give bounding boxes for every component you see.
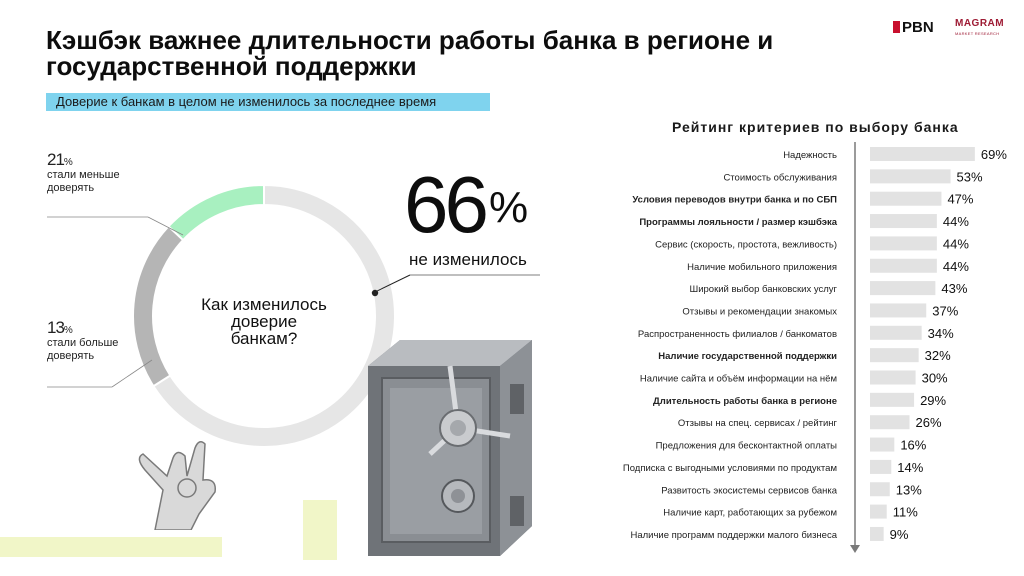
subtitle-banner: Доверие к банкам в целом не изменилось за последнее время xyxy=(46,93,490,111)
bar-label: Наличие мобильного приложения xyxy=(687,261,837,273)
ranking-bar-chart xyxy=(560,140,1024,560)
magram-logo: MAGRAM xyxy=(955,18,1005,29)
bar-label: Подписка с выгодными условиями по продуктам xyxy=(622,462,837,474)
bar xyxy=(870,415,910,429)
bar xyxy=(870,460,891,474)
bar xyxy=(870,326,922,340)
bar-label: Наличие программ поддержки малого бизнеса xyxy=(630,529,837,541)
bar-label: Широкий выбор банковских услуг xyxy=(689,284,837,296)
bar xyxy=(870,214,937,228)
bar xyxy=(870,527,884,541)
pbn-mark-icon xyxy=(893,21,900,33)
bar xyxy=(870,393,914,407)
bar-value-label: 34% xyxy=(927,325,954,341)
bar-label: Отзывы на спец. сервисах / рейтинг xyxy=(677,418,837,430)
bar-value-label: 32% xyxy=(924,348,951,364)
bar-value-label: 53% xyxy=(956,169,983,185)
bar-label: Наличие государственной поддержки xyxy=(658,351,837,363)
unchanged-number: 66 xyxy=(404,160,485,249)
bar-label: Надежность xyxy=(783,150,837,161)
donut-center-question: Как изменилось доверие банкам? xyxy=(201,295,327,348)
bar-label: Предложения для бесконтактной оплаты xyxy=(655,440,837,452)
safe-icon xyxy=(360,336,552,562)
bar xyxy=(870,438,894,452)
more-trust-annotation xyxy=(47,318,137,363)
magram-logo-sub: MARKET RESEARCH xyxy=(955,31,1000,36)
pbn-logo-text: PBN xyxy=(902,19,934,36)
bar-label: Распространенность филиалов / банкоматов xyxy=(637,328,837,340)
bar-value-label: 14% xyxy=(897,459,924,475)
unchanged-label: не изменилось xyxy=(409,250,527,269)
ranking-axis-arrow-icon xyxy=(850,545,860,553)
bar xyxy=(870,259,937,273)
bar-value-label: 43% xyxy=(941,281,968,297)
bar-label: Наличие карт, работающих за рубежом xyxy=(663,507,837,519)
pbn-logo xyxy=(893,19,934,36)
bar xyxy=(870,505,887,519)
bar-label: Длительность работы банка в регионе xyxy=(653,395,837,407)
bar-value-label: 30% xyxy=(921,370,948,386)
less-trust-label: стали меньше доверять xyxy=(47,169,120,194)
more-trust-label: стали больше доверять xyxy=(47,337,119,362)
ranking-bars xyxy=(623,147,1007,542)
bar xyxy=(870,192,941,206)
unchanged-percent-sign: % xyxy=(488,183,529,232)
bar-label: Наличие сайта и объём информации на нём xyxy=(639,373,837,385)
donut-slice-more-trust xyxy=(169,185,264,240)
bar-value-label: 37% xyxy=(932,303,959,319)
bar-value-label: 47% xyxy=(947,191,974,207)
bar-value-label: 44% xyxy=(942,258,969,274)
less-trust-value: 21 xyxy=(47,150,64,169)
less-trust-annotation xyxy=(47,150,137,195)
bar xyxy=(870,348,919,362)
bar xyxy=(870,281,935,295)
more-trust-percent: % xyxy=(63,325,73,336)
bar xyxy=(870,169,951,183)
bar-value-label: 44% xyxy=(942,214,969,230)
bar-value-label: 9% xyxy=(889,526,909,542)
bar-value-label: 26% xyxy=(915,415,942,431)
ranking-chart-title: Рейтинг критериев по выбору банка xyxy=(672,119,959,135)
bar-label: Развитость экосистемы сервисов банка xyxy=(661,485,837,497)
bar-label: Отзывы и рекомендации знакомых xyxy=(682,306,837,318)
bar xyxy=(870,147,975,161)
ok-hand-icon xyxy=(125,418,225,530)
bar-label: Сервис (скорость, простота, вежливость) xyxy=(655,239,837,251)
logos xyxy=(893,18,1013,38)
bar-value-label: 29% xyxy=(920,392,947,408)
page-title: Кэшбэк важнее длительности работы банка в регионе и государственной поддержки xyxy=(46,25,774,81)
bar xyxy=(870,482,890,496)
leader-dot-unchanged xyxy=(372,290,378,296)
more-trust-value: 13 xyxy=(47,318,64,337)
bar-label: Программы лояльности / размер кэшбэка xyxy=(639,217,837,229)
bar-value-label: 44% xyxy=(942,236,969,252)
bar-value-label: 13% xyxy=(895,482,922,498)
bar-value-label: 16% xyxy=(900,437,927,453)
bar-value-label: 11% xyxy=(892,504,918,520)
bar-value-label: 69% xyxy=(980,147,1007,162)
bar-label: Условия переводов внутри банка и по СБП xyxy=(632,194,837,206)
donut-slice-less-trust xyxy=(133,226,183,386)
bar-label: Стоимость обслуживания xyxy=(723,172,837,184)
less-trust-percent: % xyxy=(63,157,73,168)
bar xyxy=(870,236,937,250)
unchanged-value xyxy=(404,160,529,249)
bar xyxy=(870,371,916,385)
bar xyxy=(870,303,926,317)
